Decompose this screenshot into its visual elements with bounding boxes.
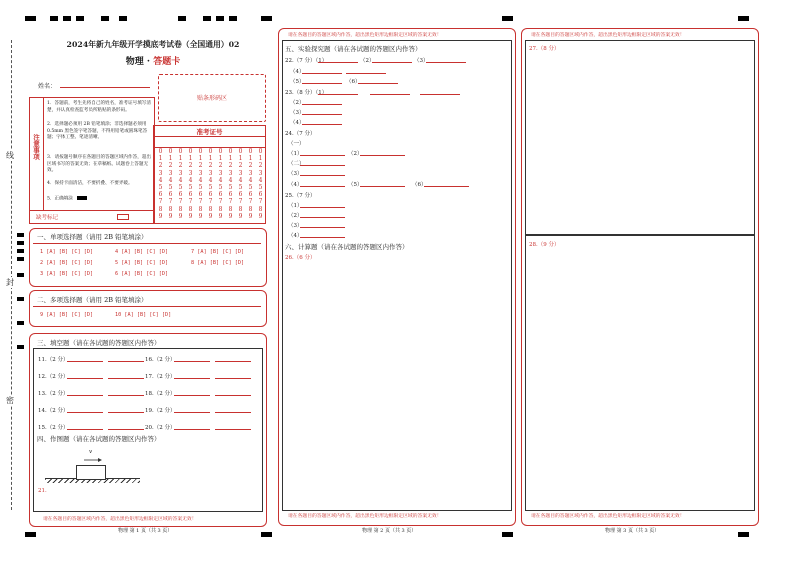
digit-bubble[interactable]: 9 [208,212,213,220]
digit-bubble[interactable]: 5 [228,184,233,192]
ticket-entry-row[interactable] [154,136,265,148]
fill-question-label: 14.（2 分） [38,408,69,414]
q28-label: 28.（9 分） [529,242,560,248]
timing-mark [502,532,513,537]
notice-item: 4．保持卡面清洁，不要折叠、不要弄破。 [47,181,133,186]
digit-bubble[interactable]: 2 [158,162,163,170]
digit-bubble[interactable]: 4 [218,176,223,184]
digit-bubble[interactable]: 5 [218,184,223,192]
q21-label: 21. [38,488,47,494]
answer-blank[interactable] [108,361,144,362]
digit-bubble[interactable]: 8 [178,205,183,213]
answer-blank[interactable] [302,83,342,84]
timing-mark [738,16,749,21]
digit-bubble[interactable]: 9 [228,212,233,220]
answer-blank[interactable] [108,412,144,413]
question-label: （4） [290,120,305,126]
card-heading [42,54,264,67]
answer-blank[interactable] [372,62,412,63]
digit-bubble[interactable]: 1 [158,155,163,163]
digit-bubble[interactable]: 2 [218,162,223,170]
question-label: （2） [348,151,363,157]
digit-column[interactable] [216,148,225,220]
timing-mark [17,241,24,245]
ticket-number-label: 准考证号 [196,128,223,136]
digit-bubble[interactable]: 3 [178,169,183,177]
digit-bubble[interactable]: 1 [168,155,173,163]
digit-bubble[interactable]: 5 [238,184,243,192]
digit-bubble[interactable]: 4 [168,176,173,184]
digit-bubble[interactable]: 3 [158,169,163,177]
question-label: （4） [290,69,305,75]
digit-bubble[interactable]: 2 [248,162,253,170]
answer-blank[interactable] [302,124,342,125]
digit-bubble[interactable]: 9 [158,212,163,220]
separator-dot: · [143,57,154,67]
question-label: （5） [348,182,363,188]
digit-bubble[interactable]: 4 [198,176,203,184]
timing-mark [17,233,24,237]
digit-bubble[interactable]: 9 [218,212,223,220]
answer-blank[interactable] [300,207,345,208]
digit-bubble[interactable]: 6 [178,191,183,199]
digit-bubble[interactable]: 0 [258,148,263,155]
digit-bubble[interactable]: 7 [158,198,163,206]
page-number: 物理 第 3 页（共 3 页） [605,528,660,534]
digit-bubble[interactable]: 1 [188,155,193,163]
answer-blank[interactable] [300,186,345,187]
page-number: 物理 第 1 页（共 3 页） [118,528,173,534]
question-label: （3） [288,171,303,177]
digit-bubble[interactable]: 6 [228,191,233,199]
header-note: 请在各题目的答题区域内作答，超出黑色矩形边框限定区域的答案无效！ [531,33,685,38]
subject-label: 物理 [125,57,144,67]
digit-column[interactable] [196,148,205,220]
notice-box [29,97,155,211]
digit-bubble[interactable]: 2 [178,162,183,170]
digit-bubble[interactable]: 9 [178,212,183,220]
answer-blank[interactable] [174,378,210,379]
fill-question-label: 19.（2 分） [145,408,176,414]
digit-bubble[interactable]: 9 [258,212,263,220]
timing-mark [17,297,24,301]
footer-note: 请在各题目的答题区域内作答，超出黑色矩形边框限定区域的答案无效！ [531,514,685,519]
digit-bubble[interactable]: 4 [248,176,253,184]
answer-blank[interactable] [174,429,210,430]
choice-row[interactable]: 4 [A] [B] [C] [D] [115,249,169,255]
digit-bubble[interactable]: 0 [228,148,233,155]
exam-title: 2024年新九年级开学摸底考试卷（全国通用）02 [66,40,240,49]
section-title: 六、计算题（请在各试题的答题区内作答） [285,243,409,251]
question-label: 23.（8 分）（1） [285,90,328,96]
fill-question-label: 15.（2 分） [38,425,69,431]
timing-mark [261,16,272,21]
timing-mark [178,16,186,21]
digit-bubble[interactable]: 6 [188,191,193,199]
answer-blank[interactable] [108,378,144,379]
question-label: （1） [288,203,303,209]
question-label: （2） [360,58,375,64]
digit-bubble[interactable]: 1 [248,155,253,163]
digit-bubble[interactable]: 0 [198,148,203,155]
digit-bubble[interactable]: 5 [208,184,213,192]
digit-bubble[interactable]: 0 [238,148,243,155]
answer-blank[interactable] [302,104,342,105]
answer-blank[interactable] [318,94,358,95]
answer-blank[interactable] [346,73,386,74]
digit-bubble[interactable]: 3 [258,169,263,177]
answer-blank[interactable] [426,62,466,63]
answer-blank[interactable] [67,395,103,396]
fill-question-label: 16.（2 分） [145,357,176,363]
digit-bubble[interactable]: 4 [208,176,213,184]
ticket-number-box [153,125,266,224]
digit-bubble[interactable]: 3 [208,169,213,177]
digit-bubble[interactable]: 9 [198,212,203,220]
answer-blank[interactable] [424,186,469,187]
digit-bubble[interactable]: 6 [208,191,213,199]
question-label: （3） [290,110,305,116]
choice-row[interactable]: 8 [A] [B] [C] [D] [191,260,245,266]
card-label: 答题卡 [153,57,181,67]
digit-bubble[interactable]: 9 [238,212,243,220]
question-label: 22.（7 分）（1） [285,58,328,64]
choice-row[interactable]: 9 [A] [B] [C] [D] [40,312,94,318]
question-label: 24.（7 分） [285,131,316,137]
digit-bubble[interactable]: 8 [168,205,173,213]
digit-bubble[interactable]: 8 [208,205,213,213]
digit-bubble[interactable]: 7 [258,198,263,206]
notice-item: 1．答题前，考生先将自己的姓名，准考证号填写清楚，并认真检查监考员所粘贴的条形码。 [47,101,151,113]
q27-label: 27.（8 分） [529,46,560,52]
digit-bubble[interactable]: 3 [188,169,193,177]
timing-mark [17,249,24,253]
timing-mark [17,257,24,261]
digit-bubble[interactable]: 7 [198,198,203,206]
timing-mark [50,16,58,21]
section-title: 三、填空题（请在各试题的答题区内作答） [37,339,161,347]
digit-column[interactable] [156,148,165,220]
digit-bubble[interactable]: 4 [188,176,193,184]
answer-blank[interactable] [300,237,345,238]
digit-bubble[interactable]: 1 [218,155,223,163]
timing-mark [17,345,24,349]
digit-bubble[interactable]: 0 [168,148,173,155]
digit-bubble[interactable]: 9 [248,212,253,220]
question-label: （6） [412,182,427,188]
digit-bubble[interactable]: 2 [188,162,193,170]
timing-mark [261,532,272,537]
digit-bubble[interactable]: 2 [228,162,233,170]
digit-bubble[interactable]: 8 [238,205,243,213]
digit-bubble[interactable]: 7 [188,198,193,206]
name-label: 姓名： [38,83,57,90]
digit-bubble[interactable]: 3 [228,169,233,177]
digit-bubble[interactable]: 5 [168,184,173,192]
answer-blank[interactable] [370,94,410,95]
answer-blank[interactable] [174,361,210,362]
digit-bubble[interactable]: 5 [248,184,253,192]
section-title: 二、多项选择题（请用 2B 铅笔填涂） [37,296,148,304]
digit-bubble[interactable]: 1 [228,155,233,163]
digit-bubble[interactable]: 7 [208,198,213,206]
digit-bubble[interactable]: 4 [238,176,243,184]
timing-mark [738,532,749,537]
digit-bubble[interactable]: 9 [168,212,173,220]
digit-bubble[interactable]: 6 [258,191,263,199]
answer-blank[interactable] [174,395,210,396]
question-label: （一） [288,141,305,147]
answer-blank[interactable] [302,73,342,74]
question-label: （1） [288,151,303,157]
binding-char: 封 [6,278,14,287]
answer-area [282,40,512,511]
timing-mark [119,16,127,21]
page-number: 物理 第 2 页（共 3 页） [362,528,417,534]
answer-blank[interactable] [67,378,103,379]
question-label: （3） [414,58,429,64]
question-label: （6） [346,79,361,85]
digit-bubble[interactable]: 3 [168,169,173,177]
answer-blank[interactable] [215,361,251,362]
binding-char: 线 [6,151,14,160]
header-note: 请在各题目的答题区域内作答，超出黑色矩形边框限定区域的答案无效！ [288,33,442,38]
footer-note: 请在各题目的答题区域内作答，超出黑色矩形边框限定区域的答案无效！ [288,514,442,519]
digit-bubble[interactable]: 7 [228,198,233,206]
fill-question-label: 20.（2 分） [145,425,176,431]
digit-bubble[interactable]: 8 [188,205,193,213]
digit-bubble[interactable]: 4 [258,176,263,184]
fill-question-label: 13.（2 分） [38,391,69,397]
timing-mark [203,16,211,21]
digit-bubble[interactable]: 2 [198,162,203,170]
question-label: （2） [288,213,303,219]
absent-checkbox[interactable] [117,214,129,220]
digit-bubble[interactable]: 6 [238,191,243,199]
block-figure [76,465,106,480]
digit-bubble[interactable]: 5 [158,184,163,192]
question-label: （4） [288,182,303,188]
timing-mark [502,16,513,21]
timing-mark [17,321,24,325]
digit-bubble[interactable]: 0 [218,148,223,155]
notice-item: 3．请按题号顺序在各题目的答题区域内作答，超出区域书写的答案无效；在草稿纸、试题卷上答题无效。 [47,155,151,174]
answer-blank[interactable] [215,378,251,379]
answer-blank[interactable] [215,395,251,396]
digit-bubble[interactable]: 7 [218,198,223,206]
digit-bubble[interactable]: 7 [168,198,173,206]
binding-line [11,40,12,510]
digit-bubble[interactable]: 1 [208,155,213,163]
section-title: 五、实验探究题（请在各试题的答题区内作答） [285,45,422,53]
velocity-arrow-icon [84,457,102,465]
section-divider [33,306,261,307]
timing-mark [229,16,237,21]
digit-bubble[interactable]: 0 [178,148,183,155]
section-divider [33,243,261,244]
digit-bubble[interactable]: 6 [198,191,203,199]
digit-bubble[interactable]: 8 [248,205,253,213]
answer-blank[interactable] [215,429,251,430]
answer-blank[interactable] [67,412,103,413]
answer-blank[interactable] [302,114,342,115]
digit-bubble[interactable]: 7 [248,198,253,206]
binding-char: 密 [6,396,14,405]
digit-bubble[interactable]: 5 [188,184,193,192]
digit-bubble[interactable]: 5 [198,184,203,192]
digit-bubble[interactable]: 7 [238,198,243,206]
answer-blank[interactable] [420,94,460,95]
answer-blank[interactable] [300,175,345,176]
answer-blank[interactable] [174,412,210,413]
answer-area-q28[interactable] [525,235,755,511]
velocity-label: v [89,449,93,455]
question-label: 25.（7 分） [285,193,316,199]
digit-column[interactable] [236,148,245,220]
timing-mark [25,532,36,537]
timing-mark [101,16,109,21]
answer-area-q27[interactable] [525,40,755,235]
digit-bubble[interactable]: 1 [238,155,243,163]
digit-bubble[interactable]: 1 [178,155,183,163]
digit-bubble[interactable]: 8 [198,205,203,213]
digit-bubble[interactable]: 1 [258,155,263,163]
digit-bubble[interactable]: 0 [188,148,193,155]
choice-row[interactable]: 3 [A] [B] [C] [D] [40,271,94,277]
answer-blank[interactable] [67,429,103,430]
digit-column[interactable] [166,148,175,220]
digit-bubble[interactable]: 2 [258,162,263,170]
digit-bubble[interactable]: 6 [218,191,223,199]
digit-bubble[interactable]: 2 [168,162,173,170]
answer-blank[interactable] [108,395,144,396]
digit-column[interactable] [176,148,185,220]
choice-row[interactable]: 2 [A] [B] [C] [D] [40,260,94,266]
digit-column[interactable] [246,148,255,220]
digit-bubble[interactable]: 5 [178,184,183,192]
digit-bubble[interactable]: 7 [178,198,183,206]
answer-blank[interactable] [358,83,398,84]
question-label: （3） [288,223,303,229]
digit-column[interactable] [256,148,265,220]
section-title: 一、单项选择题（请用 2B 铅笔填涂） [37,233,148,241]
digit-bubble[interactable]: 6 [168,191,173,199]
answer-blank[interactable] [300,155,345,156]
digit-bubble[interactable]: 9 [188,212,193,220]
digit-bubble[interactable]: 4 [158,176,163,184]
choice-row[interactable]: 10 [A] [B] [C] [D] [115,312,172,318]
question-label: （二） [288,161,305,167]
digit-bubble[interactable]: 2 [208,162,213,170]
section-title: 四、作图题（请在各试题的答题区内作答） [37,435,161,443]
answer-blank[interactable] [108,429,144,430]
timing-mark [25,16,36,21]
timing-mark [216,16,224,21]
correct-fill-label: 5．正确填涂 [47,196,73,202]
answer-blank[interactable] [360,155,405,156]
digit-bubble[interactable]: 0 [158,148,163,155]
notice-divider [43,98,44,210]
correct-fill-sample [77,196,87,200]
digit-bubble[interactable]: 8 [218,205,223,213]
digit-bubble[interactable]: 1 [198,155,203,163]
choice-row[interactable]: 7 [A] [B] [C] [D] [191,249,245,255]
absent-label: 缺考标记 [36,215,59,221]
answer-blank[interactable] [67,361,103,362]
notice-item [47,196,151,203]
digit-bubble[interactable]: 8 [228,205,233,213]
fill-question-label: 12.（2 分） [38,374,69,380]
digit-bubble[interactable]: 0 [248,148,253,155]
answer-blank[interactable] [300,165,345,166]
footer-note: 请在各题目的答题区域内作答，超出黑色矩形边框限定区域的答案无效！ [43,517,197,522]
timing-mark [17,273,24,277]
digit-bubble[interactable]: 0 [208,148,213,155]
notice-item: 2．选择题必须用 2B 铅笔填涂；非选择题必须用 0.5mm 黑色签字笔答题，不得用铅笔或圆珠笔答题；字体工整、笔迹清晰。 [47,122,148,141]
answer-blank[interactable] [300,227,345,228]
choice-row[interactable]: 6 [A] [B] [C] [D] [115,271,169,277]
digit-bubble[interactable]: 2 [238,162,243,170]
digit-column[interactable] [226,148,235,220]
fill-question-label: 11.（2 分） [38,357,69,363]
fill-question-label: 18.（2 分） [145,391,176,397]
name-field[interactable] [60,87,150,88]
question-label: （4） [288,233,303,239]
digit-bubble[interactable]: 3 [248,169,253,177]
barcode-area[interactable] [158,74,266,122]
answer-blank[interactable] [360,186,405,187]
digit-bubble[interactable]: 5 [258,184,263,192]
fill-question-label: 17.（2 分） [145,374,176,380]
digit-bubble[interactable]: 8 [158,205,163,213]
digit-bubble[interactable]: 4 [228,176,233,184]
answer-blank[interactable] [300,217,345,218]
barcode-label: 贴条形码区 [196,95,227,102]
digit-bubble[interactable]: 4 [178,176,183,184]
question-label: （2） [290,100,305,106]
choice-row[interactable]: 1 [A] [B] [C] [D] [40,249,94,255]
digit-bubble[interactable]: 6 [248,191,253,199]
question-label: （5） [290,79,305,85]
answer-blank[interactable] [318,62,358,63]
choice-row[interactable]: 5 [A] [B] [C] [D] [115,260,169,266]
notice-title: 注意事项 [32,134,40,160]
digit-column[interactable] [206,148,215,220]
timing-mark [63,16,71,21]
digit-bubble[interactable]: 3 [198,169,203,177]
digit-bubble[interactable]: 3 [238,169,243,177]
digit-column[interactable] [186,148,195,220]
q26-label: 26.（6 分） [285,255,316,261]
answer-blank[interactable] [215,412,251,413]
digit-bubble[interactable]: 6 [158,191,163,199]
digit-bubble[interactable]: 8 [258,205,263,213]
timing-mark [76,16,84,21]
digit-bubble[interactable]: 3 [218,169,223,177]
absent-box [29,210,155,224]
